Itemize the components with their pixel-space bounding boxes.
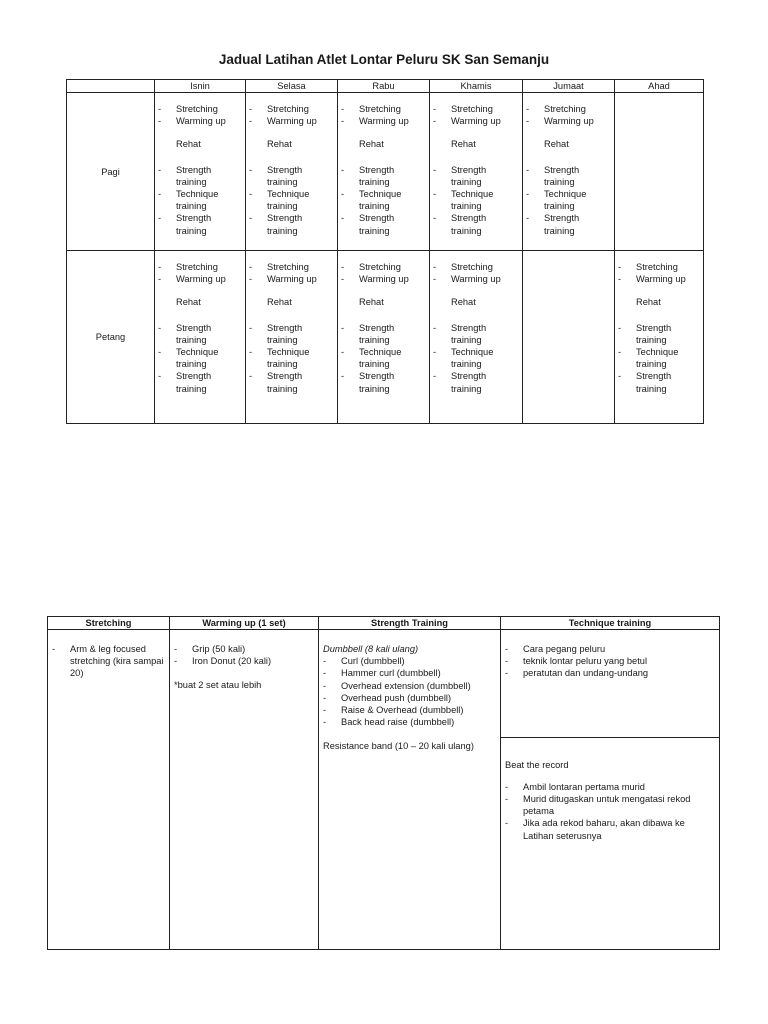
list-item: - Warming up [158, 273, 242, 285]
list-item: - Curl (dumbbell) [323, 655, 496, 667]
warmup-cell [170, 630, 319, 950]
list-item: - Back head raise (dumbbell) [323, 716, 496, 728]
list-item: - Strength training [158, 322, 242, 346]
list-item: - Warming up [526, 115, 611, 127]
schedule-cell [615, 251, 704, 424]
session-plan [246, 93, 337, 237]
schedule-cell [338, 251, 430, 424]
schedule-cell [155, 251, 246, 424]
list-item: - Strength training [433, 370, 519, 394]
session-plan [246, 251, 337, 395]
list-item: - Warming up [618, 273, 700, 285]
schedule-cell [246, 93, 338, 251]
list-item: - Strength training [249, 370, 334, 394]
list-item: - Jika ada rekod baharu, akan dibawa ke Latihan seterusnya [505, 817, 715, 841]
list-item: - Technique training [158, 188, 242, 212]
period-row-pagi [67, 93, 704, 251]
warmup-list [249, 103, 334, 127]
list-item: - Technique training [249, 346, 334, 370]
list-item: - Grip (50 kali) [174, 643, 314, 655]
list-item: - Murid ditugaskan untuk mengatasi rekod petama [505, 793, 715, 817]
training-list [526, 164, 611, 237]
warmup-list [433, 261, 519, 285]
training-list [433, 322, 519, 395]
list-item: - Strength training [341, 322, 426, 346]
training-list [158, 322, 242, 395]
training-list [158, 164, 242, 237]
list-item: - Strength training [526, 164, 611, 188]
technique-cell [501, 630, 720, 950]
list-item: - Strength training [618, 370, 700, 394]
list-item: - Cara pegang peluru [505, 643, 715, 655]
list-item: - Iron Donut (20 kali) [174, 655, 314, 667]
list-item: - Raise & Overhead (dumbbell) [323, 704, 496, 716]
list-item: - Warming up [249, 115, 334, 127]
day-header: Khamis [430, 80, 523, 93]
session-plan [523, 93, 614, 237]
warmup-list [158, 103, 242, 127]
list-item: - Stretching [433, 103, 519, 115]
record-heading: Beat the record [505, 760, 569, 771]
list-item: - Hammer curl (dumbbell) [323, 667, 496, 679]
schedule-cell [155, 93, 246, 251]
session-plan [338, 93, 429, 237]
warmup-list [249, 261, 334, 285]
list-item: - Stretching [618, 261, 700, 273]
list-item: - Arm & leg focused stretching (kira sampai 20) [52, 643, 165, 680]
list-item: - Technique training [618, 346, 700, 370]
resistance-band-text: Resistance band (10 – 20 kali ulang) [323, 741, 474, 752]
training-list [433, 164, 519, 237]
list-item: - Strength training [618, 322, 700, 346]
warmup-note: *buat 2 set atau lebih [174, 680, 262, 691]
stretching-list [52, 643, 165, 680]
session-plan [430, 251, 522, 395]
dumbbell-heading: Dumbbell (8 kali ulang) [323, 644, 419, 654]
day-header: Selasa [246, 80, 338, 93]
list-item: - Warming up [341, 273, 426, 285]
list-item: - Warming up [433, 115, 519, 127]
list-item: - Stretching [158, 261, 242, 273]
period-label: Pagi [67, 93, 155, 251]
rest-label: Rehat [176, 139, 201, 150]
list-item: - Strength training [341, 212, 426, 236]
list-item: - Stretching [341, 103, 426, 115]
list-item: - Technique training [341, 346, 426, 370]
methods-table [47, 616, 720, 950]
day-header: Ahad [615, 80, 704, 93]
list-item: - Strength training [341, 370, 426, 394]
schedule-cell-empty [615, 93, 704, 251]
warmup-list [618, 261, 700, 285]
rest-label: Rehat [636, 297, 661, 308]
warmup-list [158, 261, 242, 285]
training-list [341, 164, 426, 237]
warmup-list [341, 103, 426, 127]
list-item: - teknik lontar peluru yang betul [505, 655, 715, 667]
warmup-list [526, 103, 611, 127]
list-item: - Stretching [526, 103, 611, 115]
rest-label: Rehat [451, 139, 476, 150]
corner-cell [67, 80, 155, 93]
training-list [618, 322, 700, 395]
list-item: - Ambil lontaran pertama murid [505, 781, 715, 793]
rest-label: Rehat [359, 297, 384, 308]
training-list [341, 322, 426, 395]
list-item: - Warming up [249, 273, 334, 285]
day-header: Rabu [338, 80, 430, 93]
column-header: Technique training [501, 617, 720, 630]
column-header: Stretching [48, 617, 170, 630]
list-item: - Technique training [341, 188, 426, 212]
record-list [505, 781, 715, 842]
schedule-header-row [67, 80, 704, 93]
period-label: Petang [67, 251, 155, 424]
session-plan [338, 251, 429, 395]
rest-label: Rehat [359, 139, 384, 150]
list-item: - Overhead extension (dumbbell) [323, 680, 496, 692]
list-item: - Warming up [158, 115, 242, 127]
schedule-cell-empty [523, 251, 615, 424]
methods-header-row [48, 617, 720, 630]
list-item: - Strength training [433, 322, 519, 346]
page-title: Jadual Latihan Atlet Lontar Peluru SK San Semanju [218, 52, 550, 67]
rest-label: Rehat [176, 297, 201, 308]
training-list [249, 322, 334, 395]
list-item: - Stretching [158, 103, 242, 115]
list-item: - Technique training [526, 188, 611, 212]
schedule-cell [430, 93, 523, 251]
list-item: - Overhead push (dumbbell) [323, 692, 496, 704]
list-item: - Strength training [526, 212, 611, 236]
session-plan [155, 93, 245, 237]
record-section [501, 738, 719, 842]
schedule-cell [523, 93, 615, 251]
list-item: - Stretching [433, 261, 519, 273]
session-plan [430, 93, 522, 237]
list-item: - Warming up [341, 115, 426, 127]
day-header: Jumaat [523, 80, 615, 93]
technique-list [505, 643, 715, 680]
list-item: - Stretching [249, 261, 334, 273]
schedule-cell [338, 93, 430, 251]
session-plan [615, 251, 703, 395]
list-item: - Strength training [433, 164, 519, 188]
list-item: - Technique training [433, 346, 519, 370]
schedule-table [66, 79, 704, 424]
list-item: - Stretching [249, 103, 334, 115]
warmup-exercise-list [174, 643, 314, 667]
list-item: - peratutan dan undang-undang [505, 667, 715, 679]
list-item: - Strength training [158, 370, 242, 394]
schedule-cell [430, 251, 523, 424]
list-item: - Stretching [341, 261, 426, 273]
warmup-list [433, 103, 519, 127]
list-item: - Technique training [249, 188, 334, 212]
technique-section [501, 630, 719, 738]
list-item: - Strength training [249, 164, 334, 188]
schedule-cell [246, 251, 338, 424]
rest-label: Rehat [267, 297, 292, 308]
period-row-petang [67, 251, 704, 424]
list-item: - Strength training [158, 164, 242, 188]
rest-label: Rehat [544, 139, 569, 150]
rest-label: Rehat [267, 139, 292, 150]
list-item: - Technique training [158, 346, 242, 370]
dumbbell-list [323, 655, 496, 728]
list-item: - Strength training [433, 212, 519, 236]
warmup-list [341, 261, 426, 285]
list-item: - Strength training [249, 322, 334, 346]
methods-body-row [48, 630, 720, 950]
day-header: Isnin [155, 80, 246, 93]
stretching-cell [48, 630, 170, 950]
list-item: - Strength training [341, 164, 426, 188]
list-item: - Technique training [433, 188, 519, 212]
rest-label: Rehat [451, 297, 476, 308]
training-list [249, 164, 334, 237]
list-item: - Strength training [158, 212, 242, 236]
strength-cell [319, 630, 501, 950]
session-plan [155, 251, 245, 395]
list-item: - Strength training [249, 212, 334, 236]
column-header: Warming up (1 set) [170, 617, 319, 630]
list-item: - Warming up [433, 273, 519, 285]
column-header: Strength Training [319, 617, 501, 630]
